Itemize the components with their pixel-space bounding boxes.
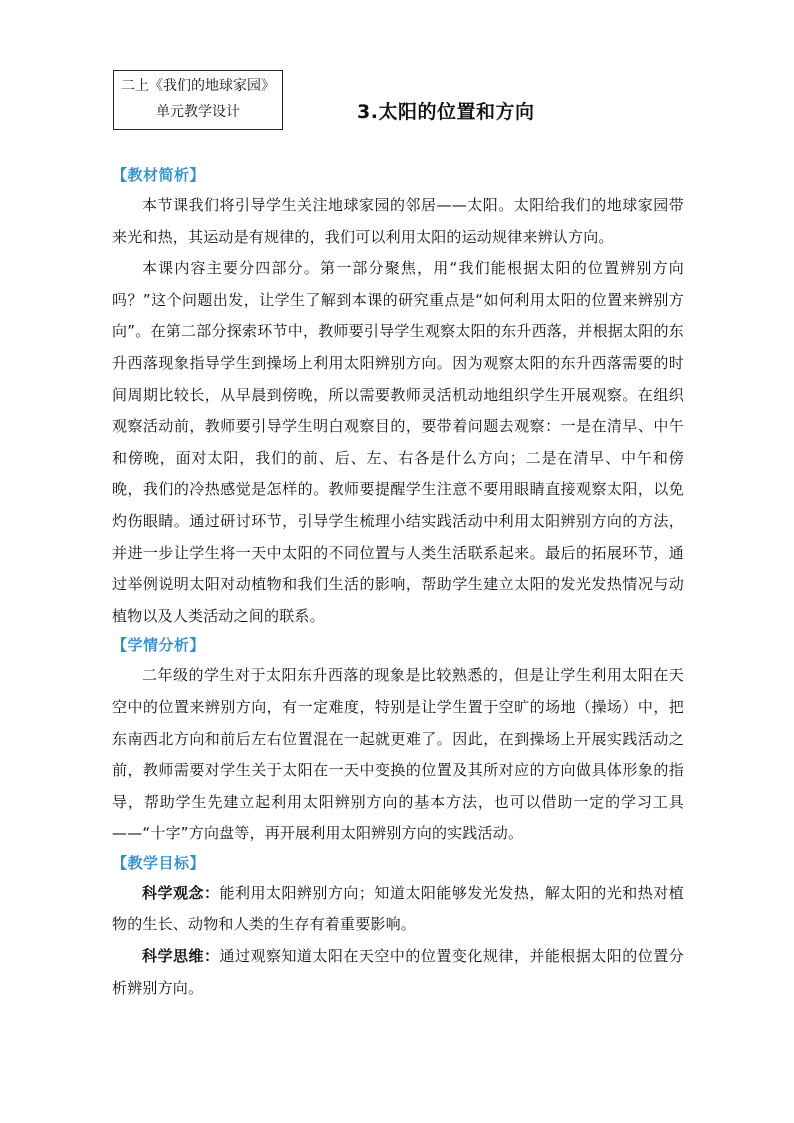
paragraph: 本课内容主要分四部分。第一部分聚焦，用“我们能根据太阳的位置辨别方向吗？”这个问题出发，让学生了解到本课的研究重点是“如何利用太阳的位置来辨别方向”。在第二部分探索环节中，教师要引导学生观察太阳的东升西落，并根据太阳的东升西落现象指导学生到操场上利用太阳辨别方向。因为观察太阳的东升西落需要的时间周期比较长，从早晨到傍晚，所以需要教师灵活机动地组织学生开展观察。在组织观察活动前，教师要引导学生明白观察目的，要带着问题去观察：一是在清早、中午和傍晚，面对太阳，我们的前、后、左、右各是什么方向；二是在清早、中午和傍晚，我们的冷热感觉是怎样的。教师要提醒学生注意不要用眼睛直接观察太阳，以免灼伤眼睛。通过研讨环节，引导学生梳理小结实践活动中利用太阳辨别方向的方法，并进一步让学生将一天中太阳的不同位置与人类生活联系起来。最后的拓展环节，通过举例说明太阳对动植物和我们生活的影响，帮助学生建立太阳的发光发热情况与动植物以及人类活动之间的联系。 [112, 259, 684, 625]
goal-label: 科学思维： [142, 947, 220, 966]
goal-item [112, 878, 684, 941]
goal-item [112, 941, 684, 1004]
section-heading-textbook: 【教材简析】 [112, 166, 206, 184]
goal-text: 通过观察知道太阳在天空中的位置变化规律，并能根据太阳的位置分析辨别方向。 [112, 947, 684, 997]
goal-label: 科学观念： [142, 883, 220, 902]
unit-name: 二上《我们的地球家园》 [121, 78, 275, 94]
unit-subtitle: 单元教学设计 [156, 104, 240, 120]
document-body [112, 162, 684, 1004]
paragraph: 二年级的学生对于太阳东升西落的现象是比较熟悉的，但是让学生利用太阳在天空中的位置来辨别方向，有一定难度，特别是让学生置于空旷的场地（操场）中，把东南西北方向和前后左右位置混在一起就更难了。因此，在到操场上开展实践活动之前，教师需要对学生关于太阳在一天中变换的位置及其所对应的方向做具体形象的指导，帮助学生先建立起利用太阳辨别方向的基本方法，也可以借助一定的学习工具——“十字”方向盘等，再开展利用太阳辨别方向的实践活动。 [112, 666, 684, 843]
section-heading-goals: 【教学目标】 [112, 853, 206, 872]
paragraph: 本节课我们将引导学生关注地球家园的邻居——太阳。太阳给我们的地球家园带来光和热，其运动是有规律的，我们可以利用太阳的运动规律来辨认方向。 [112, 196, 684, 246]
unit-title-box [113, 70, 283, 130]
lesson-title: 3.太阳的位置和方向 [357, 101, 535, 123]
goal-text: 能利用太阳辨别方向；知道太阳能够发光发热，解太阳的光和热对植物的生长、动物和人类的生存有着重要影响。 [112, 883, 684, 934]
section-heading-students: 【学情分析】 [112, 636, 206, 655]
